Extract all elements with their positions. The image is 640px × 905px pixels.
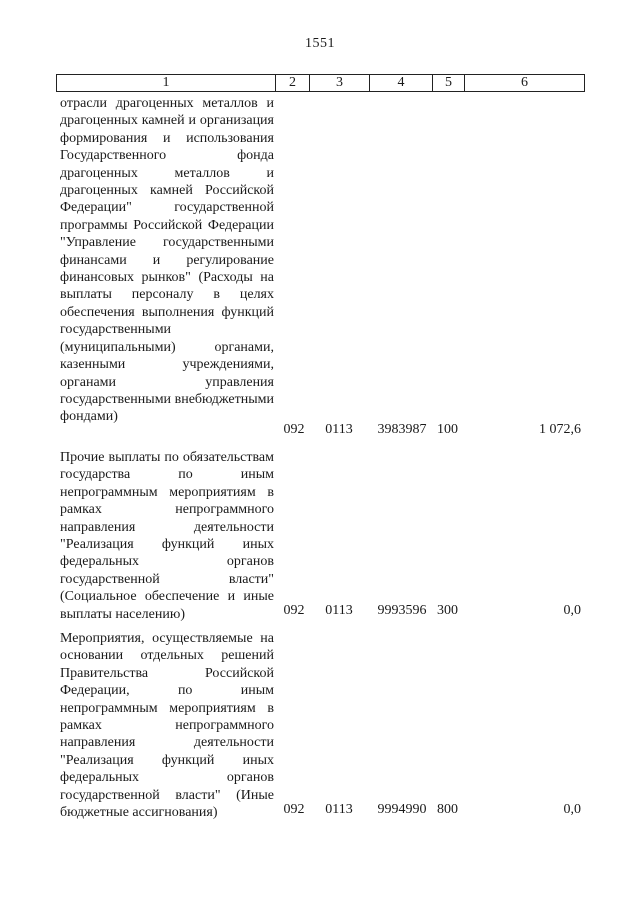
header-col-6: 6 <box>465 74 585 92</box>
row-col-4: 9993596 <box>377 603 427 618</box>
row-name: Мероприятия, осуществляемые на основании отдельных решений Правительства Российской Федерации, по иным непрограммным мероприятиям в рамках непрограммного направления деятельности "Реализация функций иных федеральных органов государственной власти" (Иные бюджетные ассигнования) <box>60 631 274 821</box>
row-col-3: 0113 <box>325 802 353 817</box>
header-col-5: 5 <box>433 74 465 92</box>
row-col-6: 0,0 <box>563 603 581 618</box>
header-col-4: 4 <box>370 74 433 92</box>
row-col-3: 0113 <box>325 422 353 437</box>
row-col-5: 800 <box>437 802 458 817</box>
row-col-2: 092 <box>283 802 305 817</box>
row-col-3: 0113 <box>325 603 353 618</box>
row-col-5: 100 <box>437 422 458 437</box>
row-col-4: 9994990 <box>377 802 427 817</box>
row-col-2: 092 <box>283 603 305 618</box>
row-col-6: 1 072,6 <box>539 422 581 437</box>
row-col-4: 3983987 <box>377 422 427 437</box>
row-name: Прочие выплаты по обязательствам государства по иным непрограммным мероприятиям в рамках непрограммного направления деятельности "Реализация функций иных федеральных органов государственной власти" (Социальное обеспечение и иные выплаты населению) <box>60 450 274 622</box>
header-col-2: 2 <box>276 74 310 92</box>
row-col-2: 092 <box>283 422 305 437</box>
row-col-6: 0,0 <box>563 802 581 817</box>
header-col-1: 1 <box>56 74 276 92</box>
page-number: 1551 <box>305 36 335 51</box>
header-col-3: 3 <box>310 74 370 92</box>
row-name: отрасли драгоценных металлов и драгоценных камней и организация формирования и использования Государственного фонда драгоценных металлов и драгоценных камней Российской Федерации" государственной программы Российской Федерации "Управление государственными финансами и регулирование финансовых рынков" (Расходы на выплаты персоналу в целях обеспечения выполнения функций государственными (муниципальными) органами, казенными учреждениями, органами управления государственными внебюджетными фондами) <box>60 96 274 425</box>
row-col-5: 300 <box>437 603 458 618</box>
